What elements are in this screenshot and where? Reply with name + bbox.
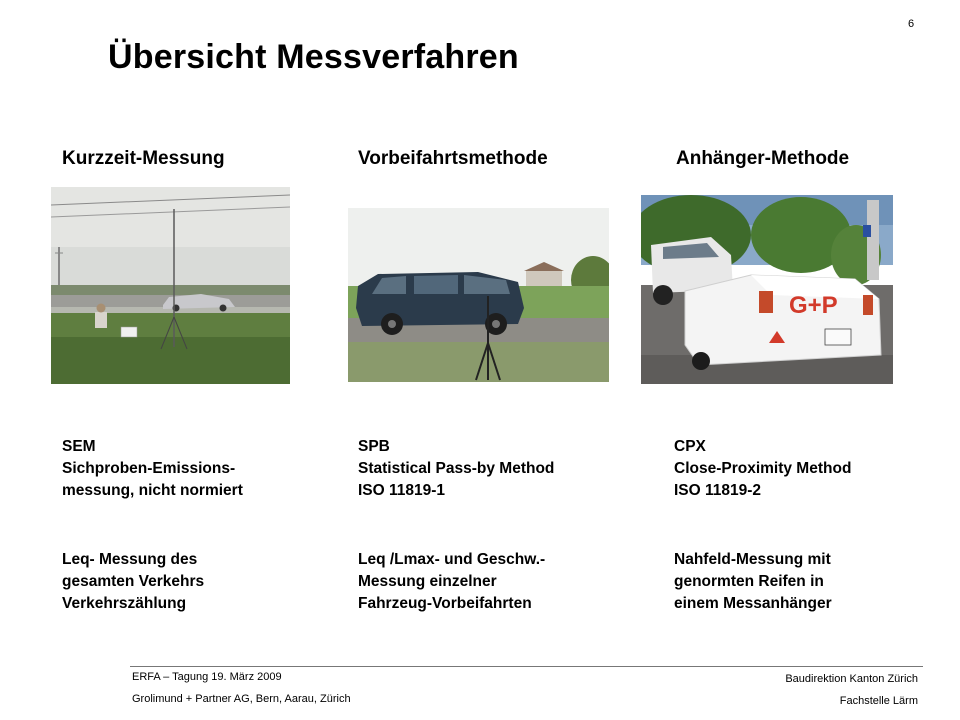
- photo-roadside-measurement: [51, 187, 290, 384]
- footer-divider: [130, 666, 923, 667]
- text-line: ISO 11819-1: [358, 482, 446, 499]
- slide-title: Übersicht Messverfahren: [108, 38, 519, 76]
- heading-short-term-measurement: Kurzzeit-Messung: [62, 148, 225, 169]
- text-line: ISO 11819-2: [674, 482, 762, 499]
- text-line: genormten Reifen in: [674, 573, 824, 590]
- trailer-logo: G+P: [789, 292, 838, 319]
- text-line: Close-Proximity Method: [674, 460, 852, 477]
- column1-method-description: [62, 436, 243, 502]
- text-line: messung, nicht normiert: [62, 482, 243, 499]
- heading-pass-by-method: Vorbeifahrtsmethode: [358, 148, 548, 169]
- text-line: SPB: [358, 438, 390, 455]
- text-line: Sichproben-Emissions-: [62, 460, 236, 477]
- text-line: CPX: [674, 438, 706, 455]
- text-line: Statistical Pass-by Method: [358, 460, 555, 477]
- text-line: gesamten Verkehrs: [62, 573, 205, 590]
- footer-department: Fachstelle Lärm: [839, 695, 918, 707]
- text-line: Leq /Lmax- und Geschw.-: [358, 551, 546, 568]
- text-line: Leq- Messung des: [62, 551, 198, 568]
- footer-authority: Baudirektion Kanton Zürich: [785, 673, 918, 685]
- column2-measurement-description: [358, 549, 545, 615]
- column3-measurement-description: [674, 549, 832, 615]
- text-line: Fahrzeug-Vorbeifahrten: [358, 595, 532, 612]
- text-line: Verkehrszählung: [62, 595, 187, 612]
- text-line: einem Messanhänger: [674, 595, 832, 612]
- footer-company: Grolimund + Partner AG, Bern, Aarau, Zürich: [132, 693, 351, 705]
- page-number: 6: [908, 18, 915, 30]
- column2-method-description: [358, 436, 554, 502]
- text-line: SEM: [62, 438, 96, 455]
- column3-method-description: [674, 436, 851, 502]
- footer-event: ERFA – Tagung 19. März 2009: [132, 671, 282, 683]
- heading-trailer-method: Anhänger-Methode: [676, 148, 850, 169]
- text-line: Nahfeld-Messung mit: [674, 551, 831, 568]
- photo-cpx-trailer: [641, 195, 893, 384]
- text-line: Messung einzelner: [358, 573, 497, 590]
- photo-pass-by-van: [348, 208, 609, 382]
- column1-measurement-description: [62, 549, 204, 615]
